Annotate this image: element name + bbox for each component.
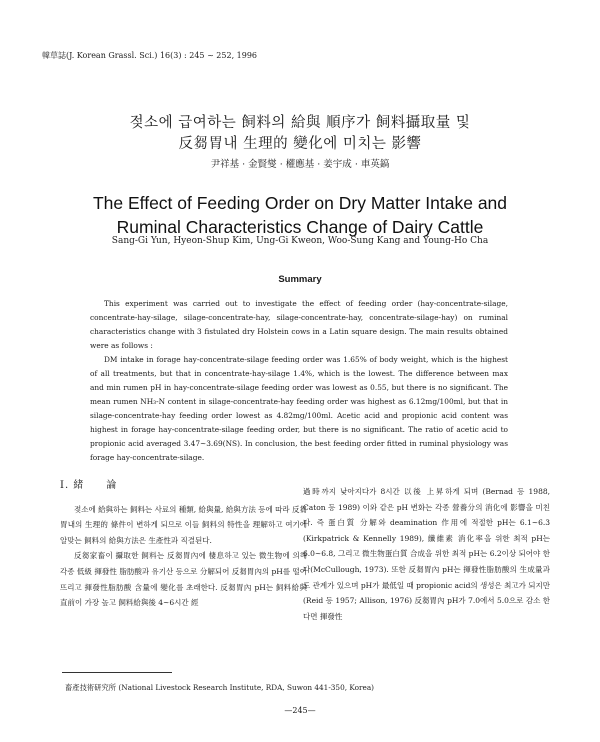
introduction-paragraph-2: 反芻家畜이 攝取한 飼料는 反芻胃內에 棲息하고 있는 微生物에 의해 각종 低級 揮發性 脂肪酸과 유기산 등으로 分解되어 反芻胃內의 pH를 떨어뜨리고 揮發性脂肪酸 含量에 變化를 초래한다. 反芻胃內 pH는 飼料給與 直前이 가장 높고 飼料給與後 4~6시간 經 bbox=[60, 551, 307, 608]
introduction-paragraph-1: 젖소에 給與하는 飼料는 사료의 種類, 給與量, 給與方法 등에 따라 反芻胃내의 生理的 條件이 변하게 되므로 이들 飼料의 特性을 理解하고 여기에 알맞는 飼料의 給與方法은 生產性과 직결된다. bbox=[60, 504, 307, 545]
summary-paragraph-1: This experiment was carried out to investigate the effect of feeding order (hay-concentrate-silage, concentrate-hay-silage, silage-concentrate-hay, silage-concentrate-hay, concentrate-silage-hay) on ruminal characteristics change with 3 fistulated dry Holstein cows in a Latin square design. The main results obtained were as follows : bbox=[90, 299, 508, 350]
english-title-line2: Ruminal Characteristics Change of Dairy Cattle bbox=[116, 217, 484, 237]
summary-heading: Summary bbox=[278, 274, 322, 285]
korean-authors: 尹祥基 · 金賢燮 · 權應基 · 姜宇成 · 車英鎬 bbox=[210, 159, 390, 170]
left-column bbox=[60, 478, 307, 611]
english-authors: Sang-Gi Yun, Hyeon-Shup Kim, Ung-Gi Kweon, Woo-Sung Kang and Young-Ho Cha bbox=[111, 236, 489, 246]
summary-body bbox=[90, 297, 508, 465]
right-column bbox=[303, 484, 550, 624]
english-title-line1: The Effect of Feeding Order on Dry Matter Intake and bbox=[92, 193, 508, 213]
footnote-divider bbox=[62, 672, 172, 673]
affiliation-footnote: 畜產技術研究所 (National Livestock Research Institute, RDA, Suwon 441-350, Korea) bbox=[65, 683, 375, 692]
korean-title-line2: 反芻胃내 生理的 變化에 미치는 影響 bbox=[178, 136, 422, 152]
introduction-heading: Ⅰ. 緒 論 bbox=[60, 480, 118, 491]
summary-paragraph-2: DM intake in forage hay-concentrate-silage feeding order was 1.65% of body weight, which is the highest of all treatments, but that in concentrate-hay-silage 1.4%, which is the lowest. The difference between max and min rumen pH in hay-concentrate-silage feeding order was lowest as 0.55, but there is no significant. The mean rumen NH₃-N content in silage-concentrate-hay feeding order was highest as 6.12mg/100ml, but that in silage-concentrate-hay feeding order lowest as 4.82mg/100ml. Acetic acid and propionic acid content was highest in forage hay-concentrate-silage feeding order, but there is no significant. The ratio of acetic acid to propionic acid averaged 3.47~3.69(NS). In conclusion, the best feeding order fitted in ruminal physiology was forage hay-concentrate-silage. bbox=[90, 355, 508, 462]
right-column-text: 過時까지 낮아지다가 8시간 以後 上昇하게 되며 (Bernad 등 1988, Caton 등 1989) 이와 같은 pH 변화는 각종 營養分의 消化에 影響을 미친다. 즉 蛋白質 分解와 deamination 作用에 적절한 pH는 6.1~6.3 (Kirkpatrick & Kennelly 1989), 纖維素 消化率을 위한 최적 pH는 6.0~6.8, 그리고 微生物蛋白質 合成을 위한 최적 pH는 6.2이상 되어야 한다(McCullough, 1973). 또한 反芻胃內 pH는 揮發性脂肪酸의 生成量과도 관계가 있으며 pH가 最低일 때 propionic acid의 생성은 최고가 되지만 (Reid 등 1957; Allison, 1976) 反芻胃內 pH가 7.0에서 5.0으로 감소 한다면 揮發性 bbox=[303, 487, 550, 621]
page-number: —245— bbox=[284, 706, 316, 715]
journal-reference: 韓草誌(J. Korean Grassl. Sci.) 16(3) : 245 ~ 252, 1996 bbox=[42, 51, 258, 60]
korean-title-line1: 젖소에 급여하는 飼料의 給與 順序가 飼料攝取量 및 bbox=[129, 115, 471, 131]
